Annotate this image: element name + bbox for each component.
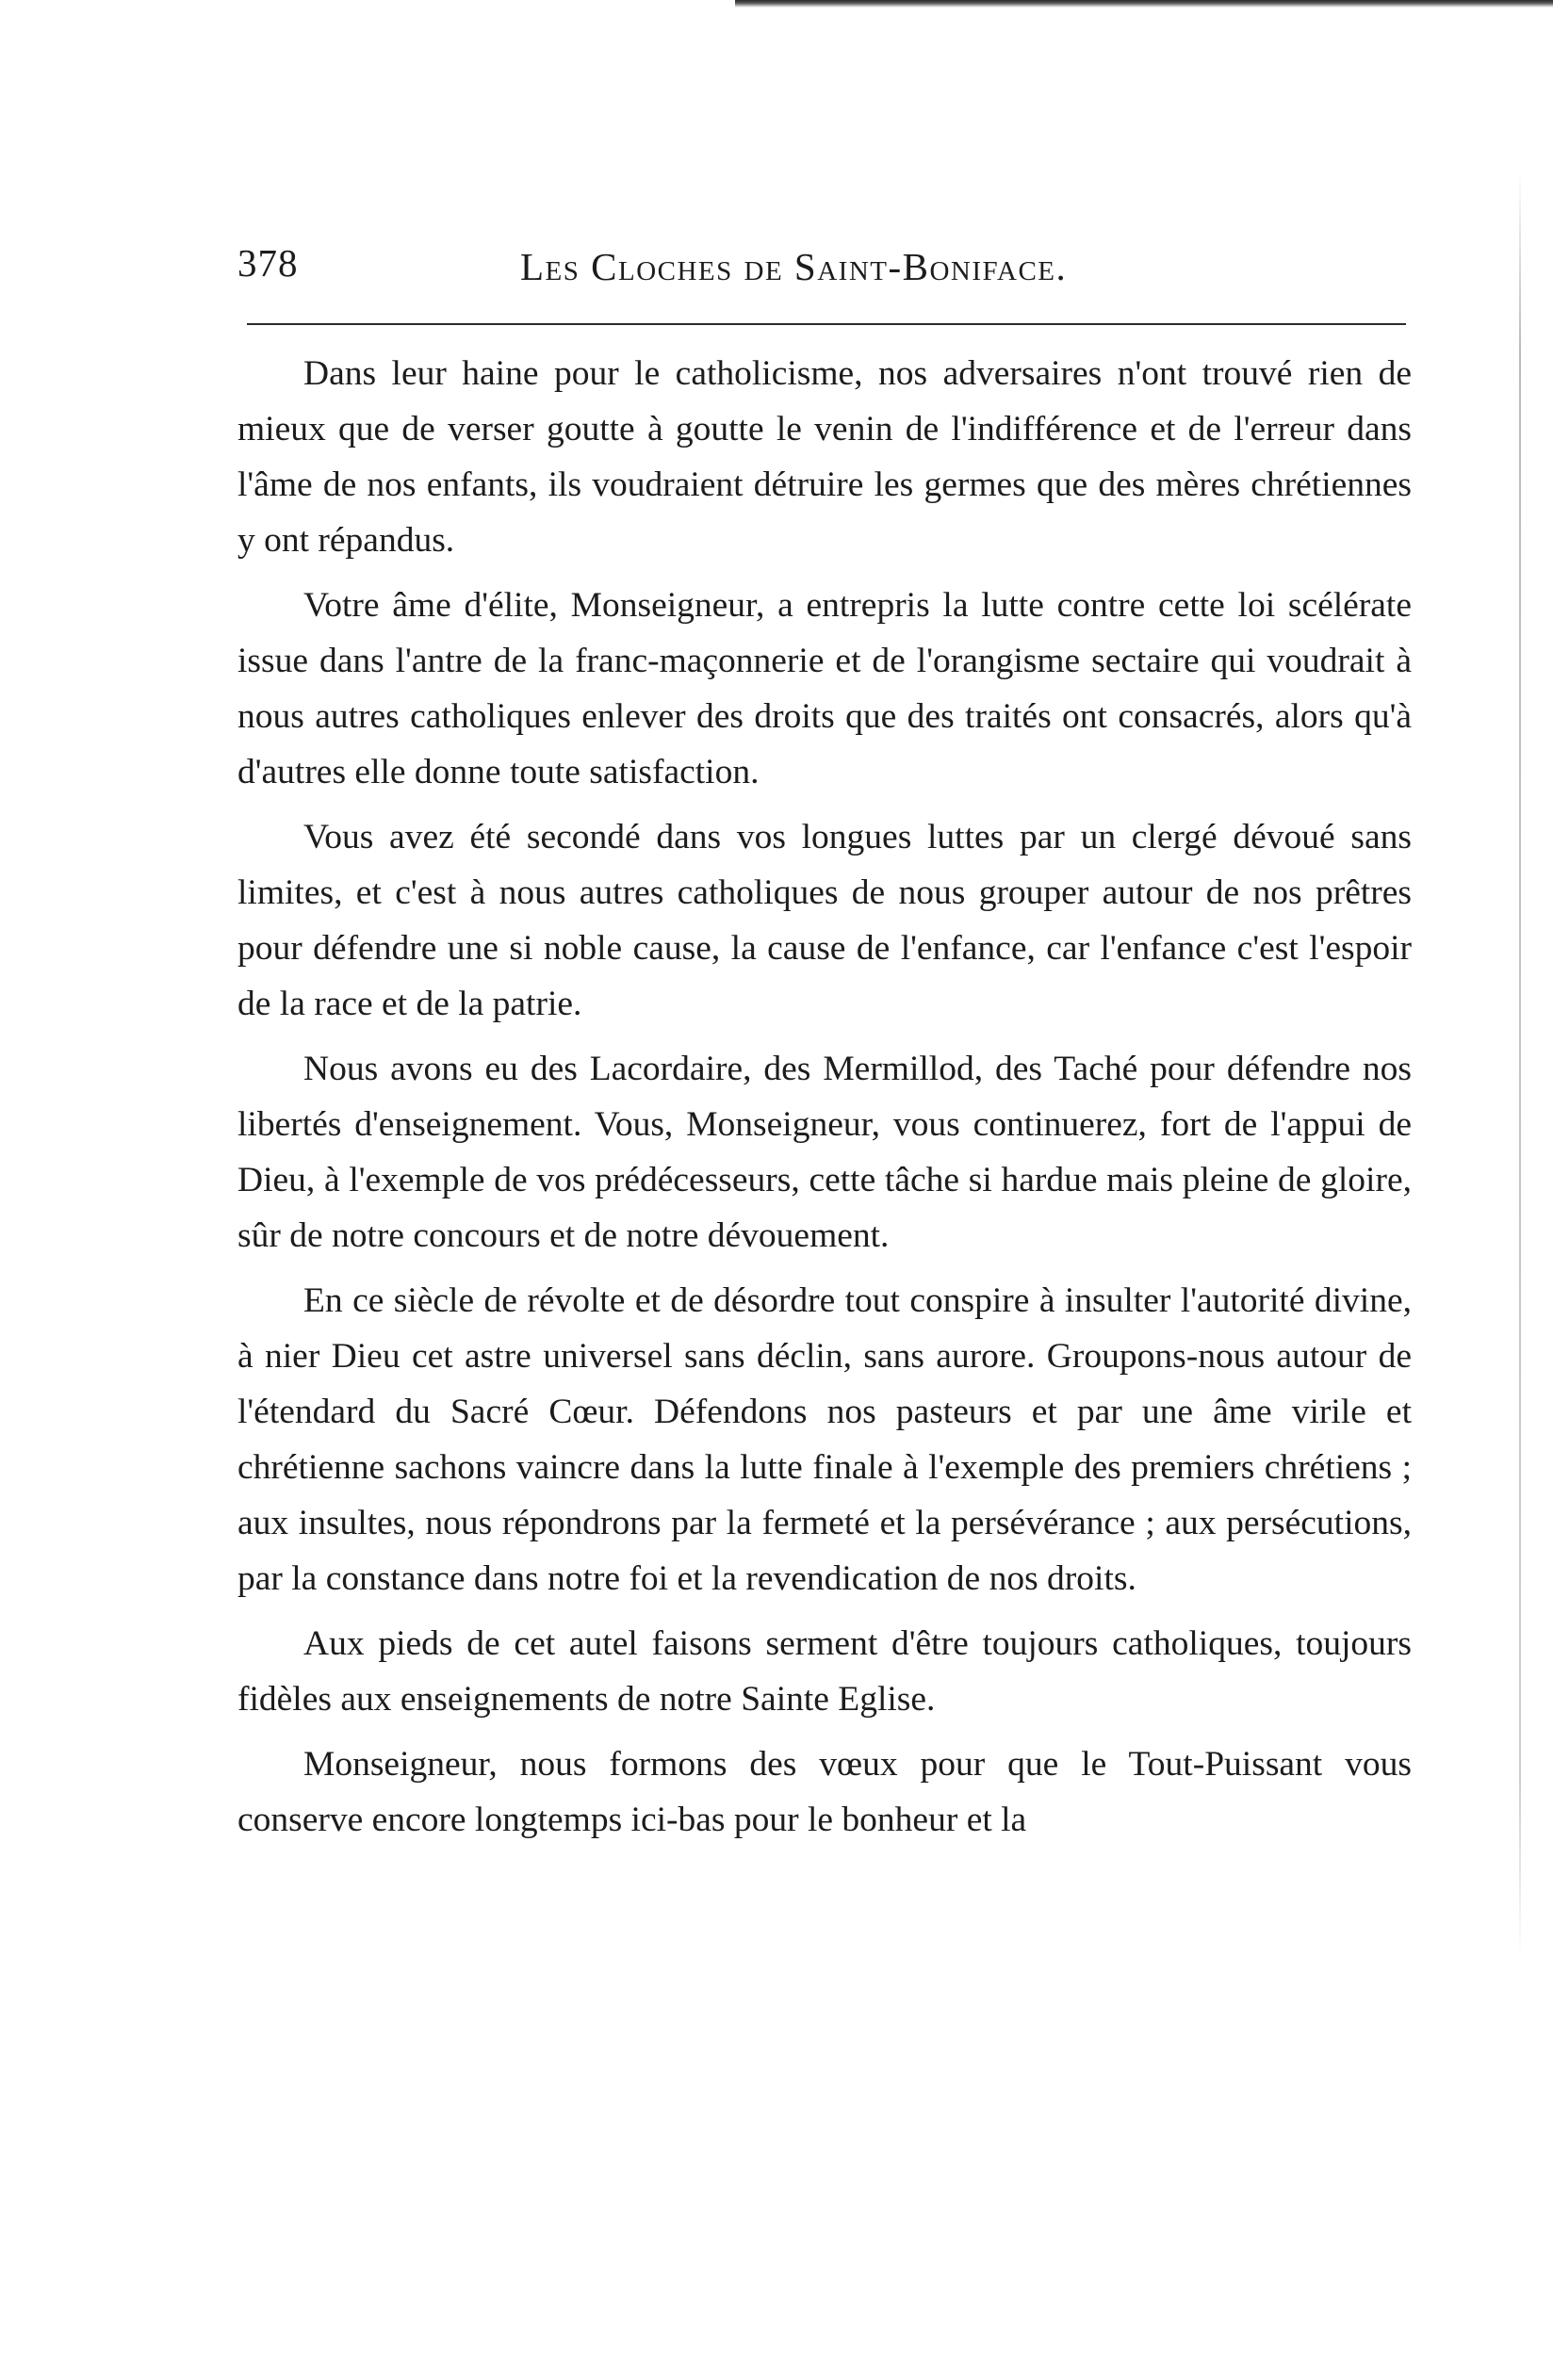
paragraph: Votre âme d'élite, Monseigneur, a entrepris la lutte contre cette loi scélérate issue dans l'antre de la franc-maçonnerie et de l'orangisme sectaire qui voudrait à nous autres catholiques enlever des droits que des traités ont consacrés, alors qu'à d'autres elle donne toute satisfaction. (237, 586, 1412, 791)
page-right-edge-shadow (1519, 170, 1521, 1960)
book-page (219, 240, 1432, 1857)
page-number: 378 (237, 241, 299, 285)
page-top-shadow (735, 0, 1553, 8)
running-header (219, 240, 1432, 297)
header-rule (247, 323, 1406, 325)
paragraph: En ce siècle de révolte et de désordre tout conspire à insulter l'autorité divine, à nier Dieu cet astre universel sans déclin, sans aurore. Groupons-nous autour de l'étendard du Sacré Cœur. Défendons nos pasteurs et par une âme virile et chrétienne sachons vaincre dans la lutte finale à l'exemple des premiers chrétiens ; aux insultes, nous répondrons par la fermeté et la persévérance ; aux persécutions, par la constance dans notre foi et la revendication de nos droits. (237, 1281, 1412, 1598)
paragraph: Vous avez été secondé dans vos longues luttes par un clergé dévoué sans limites, et c'est à nous autres catholiques de nous grouper autour de nos prêtres pour défendre une si noble cause, la cause de l'enfance, car l'enfance c'est l'espoir de la race et de la patrie. (237, 818, 1412, 1023)
paragraph: Monseigneur, nous formons des vœux pour que le Tout-Puissant vous conserve encore longtemps ici-bas pour le bonheur et la (237, 1745, 1412, 1839)
paragraph: Aux pieds de cet autel faisons serment d'être toujours catholiques, toujours fidèles aux enseignements de notre Sainte Eglise. (237, 1624, 1412, 1719)
body-text (237, 346, 1412, 1848)
paragraph: Nous avons eu des Lacordaire, des Mermillod, des Taché pour défendre nos libertés d'enseignement. Vous, Monseigneur, vous continuerez, fort de l'appui de Dieu, à l'exemple de vos prédécesseurs, cette tâche si hardue mais pleine de gloire, sûr de notre concours et de notre dévouement. (237, 1050, 1412, 1255)
paragraph: Dans leur haine pour le catholicisme, nos adversaires n'ont trouvé rien de mieux que de verser goutte à goutte le venin de l'indifférence et de l'erreur dans l'âme de nos enfants, ils voudraient détruire les germes que des mères chrétiennes y ont répandus. (237, 354, 1412, 560)
running-title: Les Cloches de Saint-Boniface. (520, 245, 1068, 288)
